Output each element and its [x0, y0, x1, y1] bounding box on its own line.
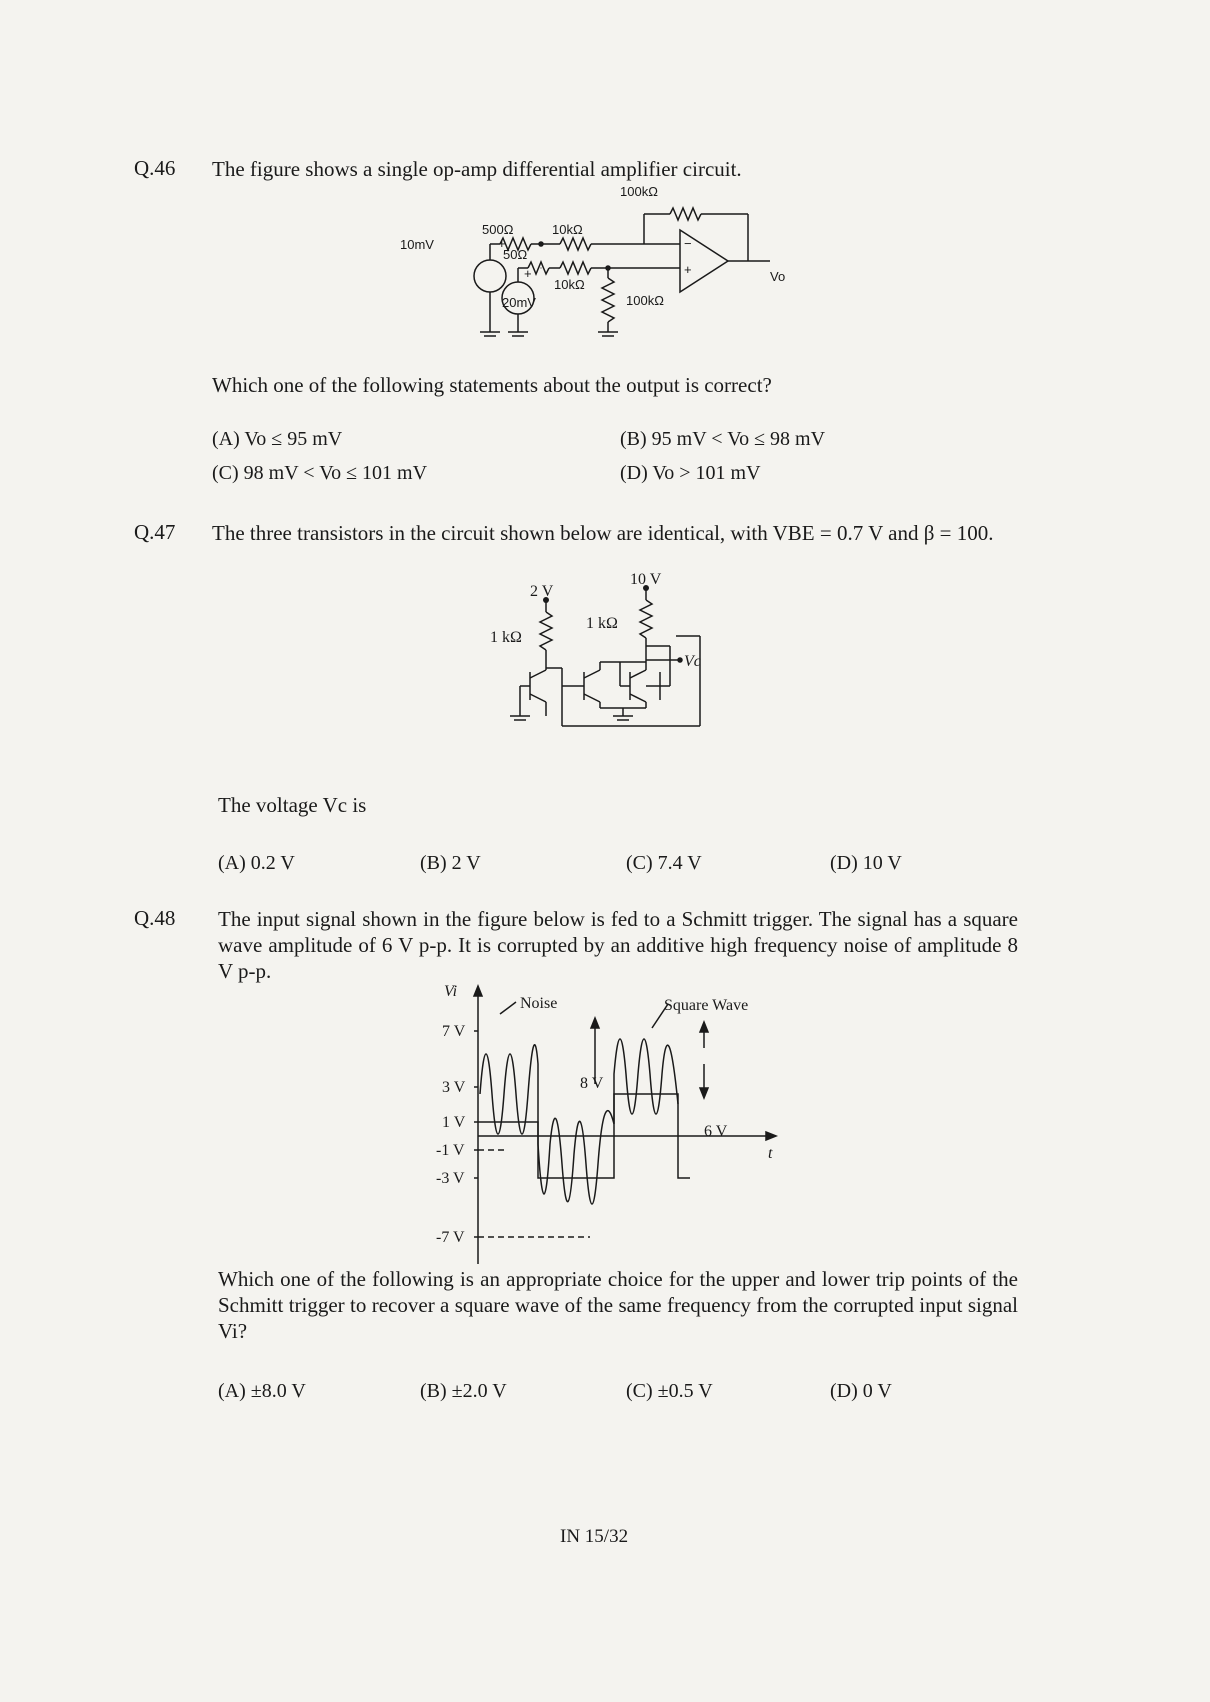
y-axis-label: Vi [444, 983, 458, 1000]
q47-option-a[interactable]: (A) 0.2 V [218, 852, 295, 874]
tick-neg3v: -3 V [436, 1170, 465, 1187]
v2-plus-sign: + [524, 266, 532, 281]
noise-label: Noise [520, 995, 558, 1012]
r10k-bottom-label: 10kΩ [554, 277, 585, 292]
r-left-label: 1 kΩ [490, 629, 522, 646]
r50-label: 50Ω [503, 247, 528, 262]
r10k-bottom-resistor [560, 262, 591, 274]
q47-option-b[interactable]: (B) 2 V [420, 852, 481, 874]
q48-option-c[interactable]: (C) ±0.5 V [626, 1380, 713, 1402]
q46-option-b[interactable]: (B) 95 mV < Vo ≤ 98 mV [620, 428, 826, 450]
tick-3v: 3 V [442, 1079, 466, 1096]
q48-text: The input signal shown in the figure below is fed to a Schmitt trigger. The signal has a square wave amplitude of 6 V p-p. It is corrupted by an additive high frequency noise of amplitude 8 V p-p. [218, 907, 1018, 983]
r-right-resistor [640, 600, 652, 638]
v1-label: 10mV [400, 237, 434, 252]
tick-neg7v: -7 V [436, 1229, 465, 1246]
source-10mv [474, 260, 506, 292]
q46-question: Which one of the following statements about the output is correct? [212, 373, 772, 397]
q46-number: Q.46 [134, 156, 176, 180]
r100k-label: 100kΩ [626, 293, 664, 308]
x-axis-label: t [768, 1145, 773, 1162]
amp-6v-label: 6 V [704, 1123, 728, 1140]
vo-label: Vo [770, 269, 786, 284]
q48-signal-graph [420, 984, 800, 1268]
r-left-resistor [540, 612, 552, 650]
q46-text: The figure shows a single op-amp differential amplifier circuit. [212, 157, 742, 181]
q47-text: The three transistors in the circuit shown below are identical, with VBE = 0.7 V and β = 100. [212, 521, 994, 545]
q48-number: Q.48 [134, 906, 176, 930]
q47-number: Q.47 [134, 520, 176, 544]
page-footer: IN 15/32 [560, 1526, 629, 1547]
r10k-top-resistor [560, 238, 591, 250]
v1-plus-sign: + [498, 236, 506, 251]
q46-option-a[interactable]: (A) Vo ≤ 95 mV [212, 428, 343, 450]
q47-option-c[interactable]: (C) 7.4 V [626, 852, 702, 874]
q48-option-d[interactable]: (D) 0 V [830, 1380, 892, 1402]
opamp-plus-sign: + [684, 262, 692, 277]
tick-1v: 1 V [442, 1114, 466, 1131]
square-wave-label: Square Wave [664, 997, 749, 1014]
rf-resistor [670, 208, 701, 220]
v-supply-label: 10 V [630, 571, 662, 588]
amp-8v-label: 8 V [580, 1075, 604, 1092]
v2-label: 20mV [502, 295, 536, 310]
r500-label: 500Ω [482, 222, 514, 237]
q48-question: Which one of the following is an appropriate choice for the upper and lower trip points of the Schmitt trigger to recover a square wave of the same frequency from the corrupted input signal Vi? [218, 1267, 1018, 1343]
r-right-label: 1 kΩ [586, 615, 618, 632]
q48-option-a[interactable]: (A) ±8.0 V [218, 1380, 306, 1402]
r100k-ground-resistor [602, 278, 614, 322]
v-ref-label: 2 V [530, 583, 554, 600]
q47-option-d[interactable]: (D) 10 V [830, 852, 902, 874]
opamp-minus-sign: − [684, 236, 692, 251]
q46-option-c[interactable]: (C) 98 mV < Vo ≤ 101 mV [212, 462, 428, 484]
q48-option-b[interactable]: (B) ±2.0 V [420, 1380, 507, 1402]
rf-label: 100kΩ [620, 184, 658, 199]
q46-opamp-circuit [400, 182, 820, 372]
tick-7v: 7 V [442, 1023, 466, 1040]
q46-option-d[interactable]: (D) Vo > 101 mV [620, 462, 761, 484]
vc-label: Vc [684, 653, 701, 670]
tick-neg1v: -1 V [436, 1142, 465, 1159]
r10k-top-label: 10kΩ [552, 222, 583, 237]
q47-transistor-circuit [480, 571, 740, 792]
q47-question: The voltage Vc is [218, 793, 367, 817]
